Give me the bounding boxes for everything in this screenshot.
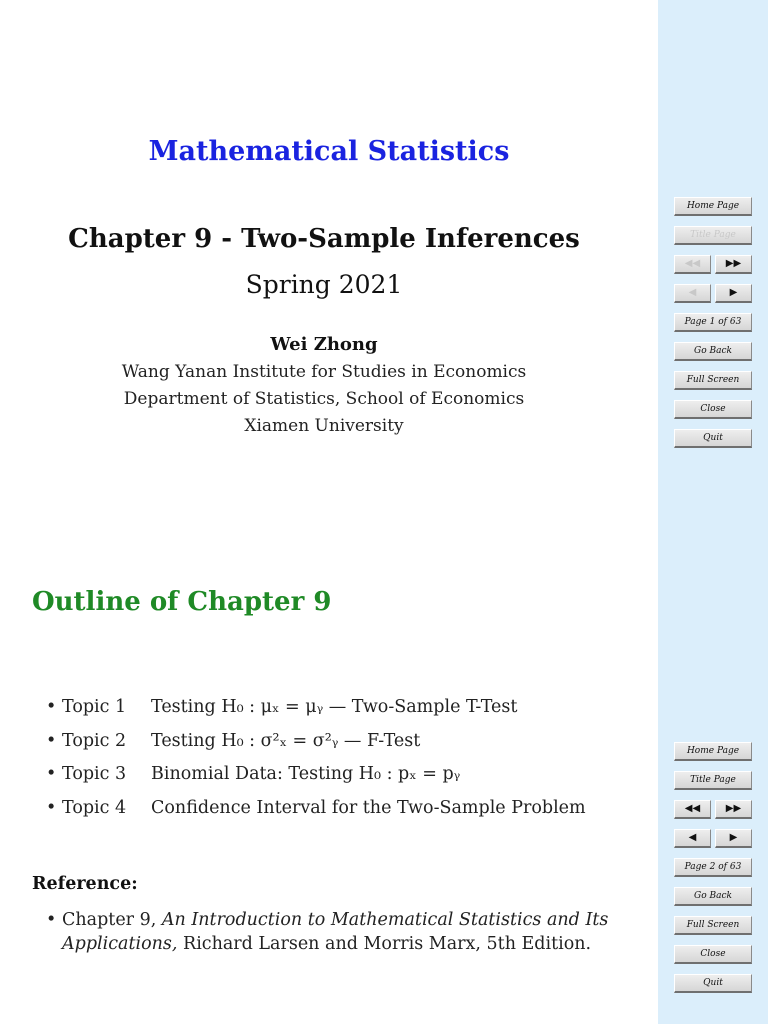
topic-text: Binomial Data: Testing H₀ : pₓ = pᵧ [151,764,461,784]
author-name: Wei Zhong [270,334,378,355]
navigation-sidebar [658,0,768,1024]
affiliation-line-1: Wang Yanan Institute for Studies in Economics [121,362,527,382]
home-page-button[interactable]: Home Page [674,742,752,761]
first-page-icon[interactable]: ◀◀ [674,255,711,274]
topic-label: Topic 3 [62,764,127,784]
full-screen-button[interactable]: Full Screen [674,371,752,390]
full-screen-button[interactable]: Full Screen [674,916,752,935]
topic-item [46,697,586,731]
bullet-icon: • [46,797,57,818]
of-word: of [718,862,727,872]
go-back-button[interactable]: Go Back [674,342,752,361]
topic-item [46,764,586,798]
topic-text: Testing H₀ : μₓ = μᵧ — Two-Sample T-Test [151,697,518,717]
topic-label: Topic 2 [62,730,127,751]
next-page-icon[interactable]: ▶ [715,829,752,848]
affiliation-line-3: Xiamen University [244,416,404,436]
current-page-number: 2 [709,862,716,872]
step-buttons [674,829,752,848]
topic-item [46,798,586,832]
nav-panel-page-1 [674,197,752,458]
title-page-button[interactable]: Title Page [674,226,752,245]
of-word: of [718,317,727,327]
reference-prefix: Chapter 9, [62,910,162,930]
nav-panel-page-2 [674,742,752,1003]
topic-item [46,731,586,765]
quit-button[interactable]: Quit [674,974,752,993]
bullet-icon: • [46,910,57,930]
topic-list [46,697,586,831]
go-back-button[interactable]: Go Back [674,887,752,906]
close-button[interactable]: Close [674,400,752,419]
reference-suffix: Richard Larsen and Morris Marx, 5th Edition. [177,934,592,954]
reference-book-title: An Introduction to Mathematical Statistics and Its Applications, [62,910,609,954]
last-page-icon[interactable]: ▶▶ [715,800,752,819]
reference-item [46,908,646,956]
term-label: Spring 2021 [245,270,403,299]
outline-title: Outline of Chapter 9 [32,587,332,617]
topic-label: Topic 4 [62,797,127,818]
jump-buttons [674,800,752,819]
previous-page-icon[interactable]: ◀ [674,829,711,848]
bullet-icon: • [46,697,57,717]
home-page-button[interactable]: Home Page [674,197,752,216]
page-word: Page [684,317,707,327]
close-button[interactable]: Close [674,945,752,964]
course-title: Mathematical Statistics [148,136,510,167]
current-page-number: 1 [709,317,716,327]
previous-page-icon[interactable]: ◀ [674,284,711,303]
quit-button[interactable]: Quit [674,429,752,448]
title-page-button[interactable]: Title Page [674,771,752,790]
chapter-title: Chapter 9 - Two-Sample Inferences [68,224,580,254]
topic-text: Testing H₀ : σ²ₓ = σ²ᵧ — F-Test [151,730,421,751]
reference-text [62,908,646,956]
affiliation-line-2: Department of Statistics, School of Economics [123,389,525,409]
jump-buttons [674,255,752,274]
page-indicator [674,313,752,332]
next-page-icon[interactable]: ▶ [715,284,752,303]
bullet-icon: • [46,764,57,784]
step-buttons [674,284,752,303]
topic-label: Topic 1 [62,697,127,717]
reference-heading: Reference: [32,874,138,894]
first-page-icon[interactable]: ◀◀ [674,800,711,819]
page-word: Page [684,862,707,872]
total-pages: 63 [729,862,742,872]
bullet-icon: • [46,730,57,751]
page-indicator [674,858,752,877]
last-page-icon[interactable]: ▶▶ [715,255,752,274]
total-pages: 63 [729,317,742,327]
topic-text: Confidence Interval for the Two-Sample Problem [151,797,586,818]
